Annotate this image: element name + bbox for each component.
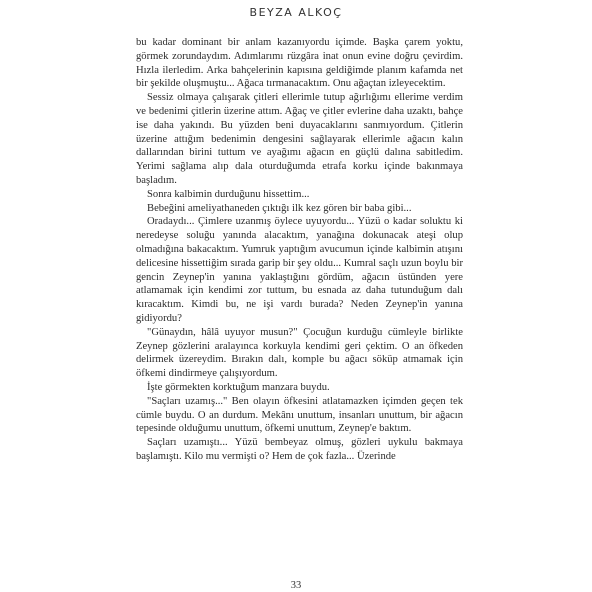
paragraph: bu kadar dominant bir anlam kazanıyordu içimde. Başka çarem yoktu, görmek zorundaydım. Adımlarımı rüzgâra inat onun evine doğru çevirdim. Hızla ilerledim. Arka bahçelerinin kapısına geldiğimde planım kafamda net bir şekilde oluşmuştu... Ağaca tırmanacaktım. Onu ağaçtan izleyecektim. bbox=[136, 37, 463, 90]
paragraph: Oradaydı... Çimlere uzanmış öylece uyuyordu... Yüzü o kadar soluktu ki neredeyse soluğu yanında alacaktım, yanağına dokunacak ateşi olup olmadığına bakacaktım. Yumruk yaptığım avucumun içinde kalbimin atışını delicesine hissettiğim sırada garip bir şey oldu... Kumral saçlı uzun boylu bir gencin Zeynep'in yanına yaklaştığını gördüm, ağacın üstünden yere atlamamak için kendimi zor tuttum, bu esnada az daha tutunduğum dalı kıracaktım. Kimdi bu, ne işi vardı burada? Neden Zeynep'in yanına gidiyordu? bbox=[136, 216, 463, 324]
paragraph: Sonra kalbimin durduğunu hissettim... bbox=[147, 188, 310, 200]
page-number: 33 bbox=[290, 580, 302, 591]
paragraph: İşte görmekten korktuğum manzara buydu. bbox=[147, 381, 330, 393]
paragraph: Sessiz olmaya çalışarak çitleri ellerimle tutup ağırlığımı ellerime verdim ve bedenimi çitlerin üzerine attım. Ağaç ve çitler evlerine daha uzaktı, bahçe ise daha yakındı. Bu yüzden beni duyacaklarını sanmıyordum. Çitlerin üzerine attığım bedenimin dengesini sağlayarak ellerimle ağacın kalın dallarından birini tuttum ve ayağımı ağacın en güçlü dalına sabitledim. Yerimi sağlama alıp dala oturduğumda etrafa korku içinde bakınmaya başladım. bbox=[136, 92, 463, 186]
paragraph: Bebeğini ameliyathaneden çıktığı ilk kez gören bir baba gibi... bbox=[147, 202, 412, 214]
body-text bbox=[136, 36, 463, 464]
paragraph: "Saçları uzamış..." Ben olayın öfkesini atlatamazken içimden geçen tek cümle buydu. O an durdum. Mekânı unuttum, insanları unuttum, bir ağacın tepesinde olduğumu unuttum, öfkemi unuttum, Zeynep'e baktım. bbox=[136, 395, 463, 435]
paragraph: Saçları uzamıştı... Yüzü bembeyaz olmuş, gözleri uykulu bakmaya başlamıştı. Kilo mu vermişti o? Hem de çok fazla... Üzerinde bbox=[136, 437, 463, 462]
paragraph: "Günaydın, hâlâ uyuyor musun?" Çocuğun kurduğu cümleyle birlikte Zeynep gözlerini aralayınca korkuyla kendimi geri çektim. O an öfkeden delirmek üzereydim. Bırakın dalı, komple bu ağacı söküp atmamak için öfkemi dindirmeye çalışıyordum. bbox=[136, 326, 463, 380]
running-head-author: BEYZA ALKOÇ bbox=[249, 6, 343, 19]
